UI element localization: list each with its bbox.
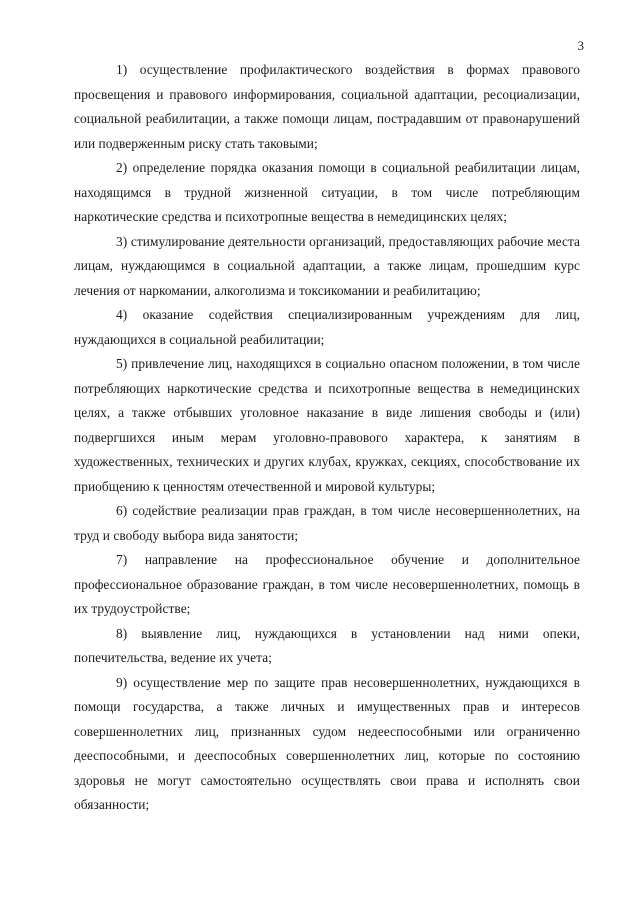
- list-item-9: 9) осуществление мер по защите прав несовершеннолетних, нуждающихся в помощи государства, а также личных и имущественных прав и интересов совершеннолетних лиц, признанных судом недееспособными или ограниченно дееспособными, и дееспособных совершеннолетних лиц, которые по состоянию здоровья не могут самостоятельно осуществлять свои права и исполнять свои обязанности;: [74, 674, 580, 812]
- list-item-5: 5) привлечение лиц, находящихся в социально опасном положении, в том числе потребляющих наркотические средства и психотропные вещества в немедицинских целях, а также отбывших уголовное наказание в виде лишения свободы и (или) подвергшихся иным мерам уголовно-правового характера, к занятиям в художественных, технических и других клубах, кружках, секциях, способствование их приобщению к ценностям отечественной и мировой культуры;: [74, 356, 580, 494]
- list-item-7: 7) направление на профессиональное обучение и дополнительное профессиональное образование граждан, в том числе несовершеннолетних, помощь в их трудоустройстве;: [74, 552, 580, 616]
- list-item-2: 2) определение порядка оказания помощи в социальной реабилитации лицам, находящимся в трудной жизненной ситуации, в том числе потребляющим наркотические средства и психотропные вещества в немедицинских целях;: [74, 160, 580, 224]
- list-item-8: 8) выявление лиц, нуждающихся в установлении над ними опеки, попечительства, ведение их учета;: [74, 625, 580, 665]
- list-item-6: 6) содействие реализации прав граждан, в том числе несовершеннолетних, на труд и свободу выбора вида занятости;: [74, 503, 580, 543]
- document-body: [74, 58, 580, 818]
- list-item-4: 4) оказание содействия специализированным учреждениям для лиц, нуждающихся в социальной реабилитации;: [74, 307, 580, 347]
- list-item-3: 3) стимулирование деятельности организаций, предоставляющих рабочие места лицам, нуждающимся в социальной адаптации, а также лицам, прошедшим курс лечения от наркомании, алкоголизма и токсикомании и реабилитацию;: [74, 233, 580, 298]
- page-number: 3: [577, 38, 584, 53]
- list-item-1: 1) осуществление профилактического воздействия в формах правового просвещения и правового информирования, социальной адаптации, ресоциализации, социальной реабилитации, а также помощи лицам, пострадавшим от правонарушений или подверженным риску стать таковыми;: [74, 62, 580, 151]
